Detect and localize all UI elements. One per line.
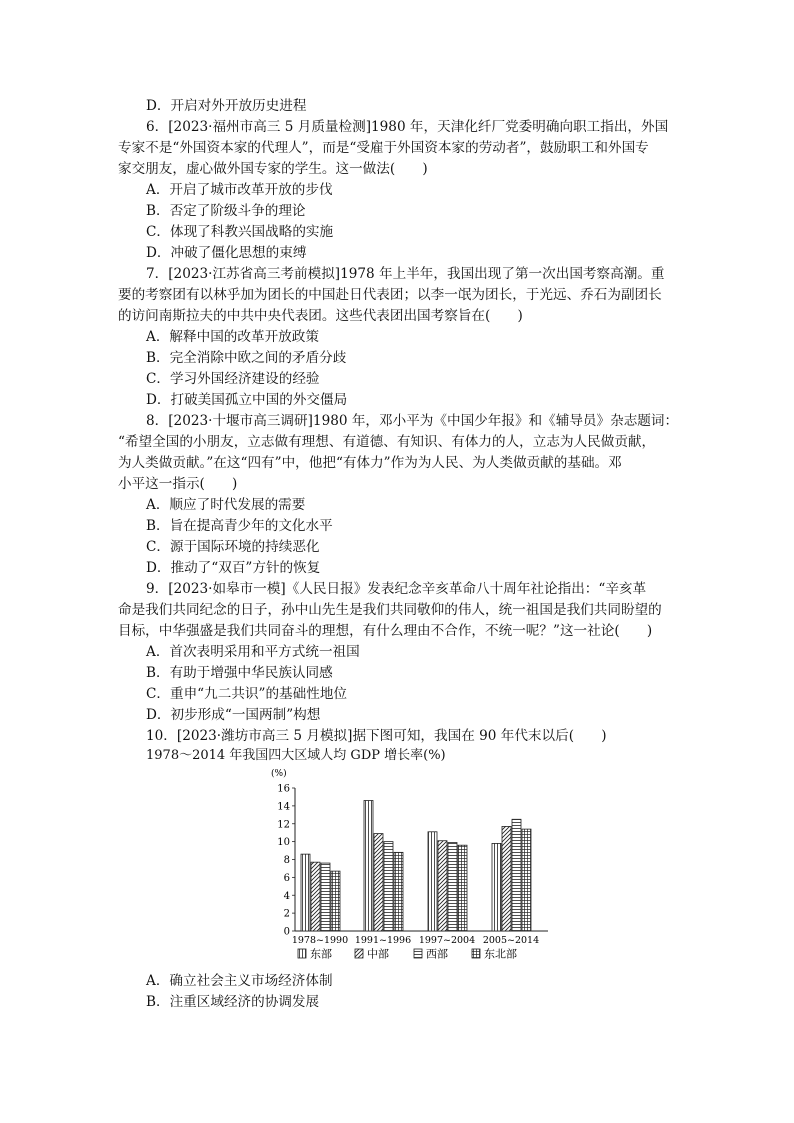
- legend-label: 中部: [367, 947, 389, 961]
- bar: [331, 871, 340, 931]
- q8-stem-cont: 小平这一指示( ): [118, 476, 238, 492]
- y-tick-label: 10: [277, 837, 290, 849]
- bar: [321, 863, 330, 931]
- legend-label: 东北部: [484, 947, 517, 961]
- q7-stem-cont: 要的考察团有以林乎加为团长的中国赴日代表团；以李一氓为团长，于光远、乔石为副团长: [118, 287, 662, 303]
- q7-option-b: B．完全消除中欧之间的矛盾分歧: [146, 350, 347, 366]
- q10-stem: 10．[2023·潍坊市高三 5 月模拟]据下图可知，我国在 90 年代末以后( ): [146, 728, 607, 744]
- legend-swatch: [298, 949, 306, 958]
- bar: [384, 842, 393, 931]
- q7-stem-cont: 的访问南斯拉夫的中共中央代表团。这些代表团出国考察旨在( ): [118, 308, 523, 324]
- q8-option-b: B．旨在提高青少年的文化水平: [146, 518, 333, 534]
- q9-stem: 9．[2023·如皋市一模]《人民日报》发表纪念辛亥革命八十周年社论指出：“辛亥革: [146, 581, 647, 597]
- chart-title: 1978～2014 年我国四大区域人均 GDP 增长率(%): [146, 748, 446, 763]
- q8-option-c: C．源于国际环境的持续恶化: [146, 539, 320, 555]
- q6-stem: 6．[2023·福州市高三 5 月质量检测]1980 年，天津化纤厂党委明确向职工指出，外国: [146, 119, 669, 135]
- y-tick-label: 16: [277, 783, 290, 795]
- y-tick-label: 2: [283, 908, 290, 920]
- q5-option-d: D．开启对外开放历史进程: [146, 98, 307, 114]
- y-tick-label: 6: [283, 872, 290, 884]
- legend-label: 西部: [426, 947, 448, 961]
- bar: [394, 852, 403, 931]
- q9-option-b: B．有助于增强中华民族认同感: [146, 665, 333, 681]
- y-tick-label: 4: [283, 890, 290, 902]
- bar: [512, 819, 521, 931]
- bar: [492, 843, 501, 931]
- q7-stem: 7．[2023·江苏省高三考前模拟]1978 年上半年，我国出现了第一次出国考察高潮。重: [146, 266, 665, 282]
- q6-stem-cont: 专家不是“外国资本家的代理人”，而是“受雇于外国资本家的劳动者”，鼓励职工和外国专: [118, 140, 649, 156]
- q6-stem-cont: 家交朋友，虚心做外国专家的学生。这一做法( ): [118, 161, 428, 177]
- bar: [374, 834, 383, 931]
- q6-option-c: C．体现了科教兴国战略的实施: [146, 224, 334, 240]
- q6-option-d: D．冲破了僵化思想的束缚: [146, 245, 307, 261]
- legend-swatch: [472, 949, 480, 958]
- y-tick-label: 0: [283, 926, 290, 938]
- q9-option-c: C．重申“九二共识”的基础性地位: [146, 686, 348, 702]
- q9-stem-cont: 目标，中华强盛是我们共同奋斗的理想，有什么理由不合作，不统一呢？”这一社论( ): [118, 623, 653, 639]
- y-tick-label: 12: [277, 819, 290, 831]
- q10-option-a: A．确立社会主义市场经济体制: [146, 973, 333, 989]
- q8-option-a: A．顺应了时代发展的需要: [146, 497, 306, 513]
- y-axis-unit: (%): [271, 769, 287, 779]
- legend-swatch: [414, 949, 422, 958]
- q8-option-d: D．推动了“双百”方针的恢复: [146, 560, 321, 576]
- q8-stem-cont: 为人类做贡献。”在这“四有”中，他把“有体力”作为为人民、为人类做贡献的基础。邓: [118, 455, 622, 471]
- bar: [364, 801, 373, 931]
- bar: [301, 854, 310, 931]
- x-tick-label: 2005~2014: [482, 935, 540, 946]
- q7-option-c: C．学习外国经济建设的经验: [146, 371, 320, 387]
- q8-stem: 8．[2023·十堰市高三调研]1980 年，邓小平为《中国少年报》和《辅导员》杂志题词：: [146, 413, 679, 429]
- gdp-growth-bar-chart: [268, 764, 558, 969]
- bar: [448, 843, 457, 931]
- x-tick-label: 1978~1990: [291, 935, 349, 946]
- bar: [428, 832, 437, 931]
- x-tick-label: 1991~1996: [354, 935, 412, 946]
- bar: [458, 845, 467, 931]
- bar: [438, 841, 447, 931]
- bar: [522, 829, 531, 931]
- q9-option-a: A．首次表明采用和平方式统一祖国: [146, 644, 360, 660]
- q9-stem-cont: 命是我们共同纪念的日子，孙中山先生是我们共同敬仰的伟人，统一祖国是我们共同盼望的: [118, 602, 662, 618]
- x-tick-label: 1997~2004: [418, 935, 476, 946]
- q7-option-d: D．打破美国孤立中国的外交僵局: [146, 392, 348, 408]
- bar: [311, 862, 320, 931]
- q6-option-b: B．否定了阶级斗争的理论: [146, 203, 306, 219]
- q6-option-a: A．开启了城市改革开放的步伐: [146, 182, 333, 198]
- q10-option-b: B．注重区域经济的协调发展: [146, 994, 320, 1010]
- y-tick-label: 14: [277, 801, 290, 813]
- bar: [502, 826, 511, 931]
- legend-label: 东部: [310, 947, 332, 961]
- q9-option-d: D．初步形成“一国两制”构想: [146, 707, 321, 723]
- q7-option-a: A．解释中国的改革开放政策: [146, 329, 319, 345]
- q8-stem-cont: “希望全国的小朋友，立志做有理想、有道德、有知识、有体力的人，立志为人民做贡献，: [118, 434, 656, 450]
- legend-swatch: [355, 949, 363, 958]
- y-tick-label: 8: [283, 855, 290, 866]
